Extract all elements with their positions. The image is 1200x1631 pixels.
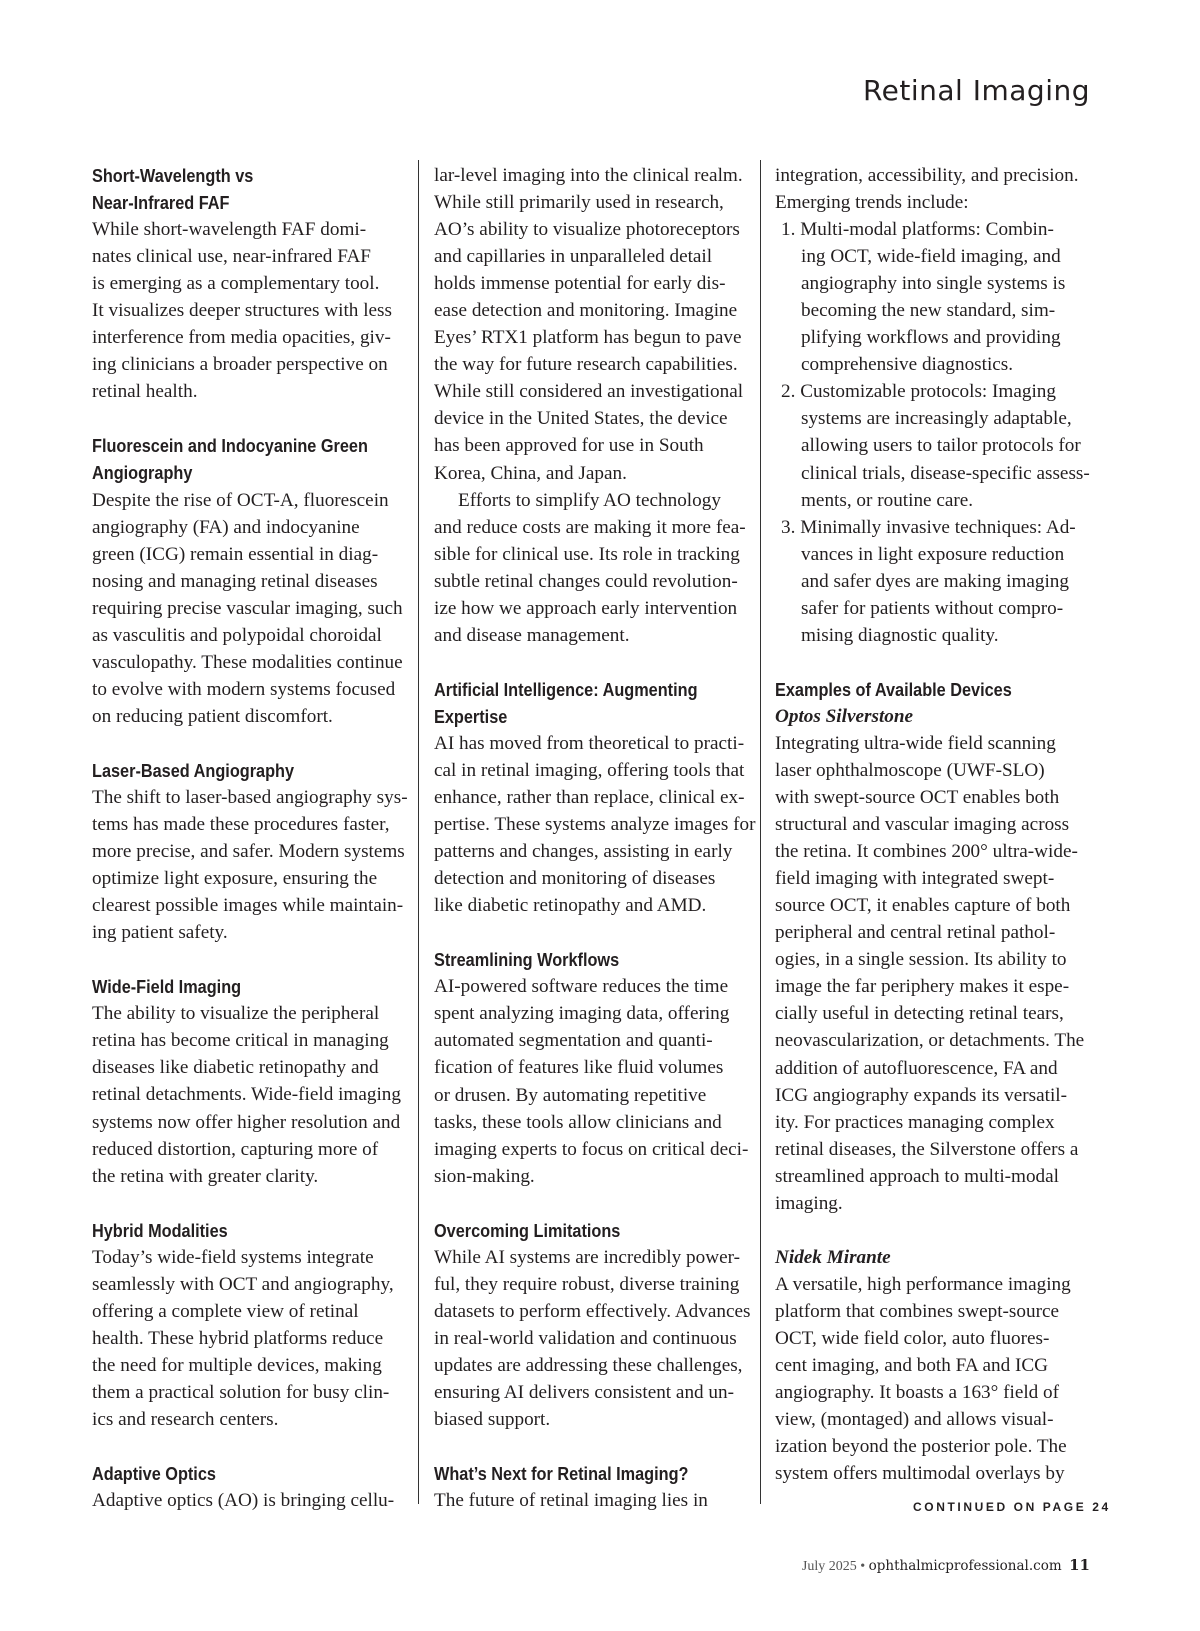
body-line: nosing and managing retinal diseases (92, 570, 378, 592)
section-ai (434, 676, 756, 919)
heading: Overcoming Limitations (434, 1219, 621, 1241)
body-line: ing clinicians a broader perspective on (92, 354, 388, 376)
continued-notice: CONTINUED ON PAGE 24 (913, 1500, 1111, 1514)
body-line: green (ICG) remain essential in diag- (92, 543, 379, 565)
device-name: Optos Silverstone (775, 705, 914, 727)
body-line: pertise. These systems analyze images for (434, 814, 756, 836)
list-item (775, 378, 1095, 513)
body-line: interference from media opacities, giv- (92, 327, 391, 349)
body-line: cially useful in detecting retinal tears, (775, 1003, 1064, 1025)
body-line: subtle retinal changes could revolution- (434, 570, 738, 592)
body-line: fication of features like fluid volumes (434, 1057, 724, 1079)
list-line: systems are increasingly adaptable, (801, 408, 1072, 430)
body-line: peripheral and central retinal pathol- (775, 922, 1056, 944)
body-line: system offers multimodal overlays by (775, 1463, 1065, 1485)
section-devices (775, 676, 1095, 1217)
body-line: detection and monitoring of diseases (434, 868, 716, 890)
list-line: mising diagnostic quality. (801, 624, 999, 646)
body-line: view, (montaged) and allows visual- (775, 1409, 1054, 1431)
footer-separator: • (860, 1559, 866, 1574)
heading: Artificial Intelligence: Augmenting (434, 678, 698, 700)
page-number: 11 (1069, 1556, 1090, 1574)
body-line: The ability to visualize the peripheral (92, 1003, 380, 1025)
heading: Wide-Field Imaging (92, 976, 242, 998)
body-line: or drusen. By automating repetitive (434, 1084, 707, 1106)
body-line: imaging. (775, 1192, 843, 1214)
body-line: retina has become critical in managing (92, 1030, 389, 1052)
heading: Expertise (434, 705, 508, 727)
body-line: datasets to perform effectively. Advances (434, 1300, 751, 1322)
body-line: health. These hybrid platforms reduce (92, 1327, 384, 1349)
heading: Hybrid Modalities (92, 1219, 228, 1241)
website[interactable]: ophthalmicprofessional.com (868, 1558, 1062, 1574)
section-limitations (434, 1217, 751, 1433)
device-name: Nidek Mirante (775, 1246, 891, 1268)
body-line: streamlined approach to multi-modal (775, 1165, 1059, 1187)
body-line: cal in retinal imaging, offering tools that (434, 759, 745, 781)
body-line: Despite the rise of OCT-A, fluorescein (92, 489, 389, 511)
body-line: the retina. It combines 200° ultra-wide- (775, 841, 1078, 863)
body-line: ICG angiography expands its versatil- (775, 1084, 1068, 1106)
body-line: OCT, wide field color, auto fluores- (775, 1327, 1050, 1349)
body-line: offering a complete view of retinal (92, 1300, 359, 1322)
body-line: automated segmentation and quanti- (434, 1030, 713, 1052)
section-whats-next-cont (775, 162, 1095, 649)
body-line: ease detection and monitoring. Imagine (434, 300, 738, 322)
section-whats-next (434, 1460, 744, 1514)
body-line: source OCT, it enables capture of both (775, 895, 1071, 917)
heading: Examples of Available Devices (775, 678, 1012, 700)
body-line: ics and research centers. (92, 1408, 279, 1430)
list-text: Customizable protocols: Imaging (800, 381, 1056, 403)
body-line: in real-world validation and continuous (434, 1327, 737, 1349)
list-number: 2. (781, 381, 796, 403)
list-line: comprehensive diagnostics. (801, 354, 1014, 376)
body-line: neovascularization, or detachments. The (775, 1030, 1085, 1052)
body-line: Integrating ultra-wide field scanning (775, 732, 1056, 754)
body-line: Eyes’ RTX1 platform has begun to pave (434, 327, 742, 349)
section-wide-field (92, 973, 402, 1189)
body-line: platform that combines swept-source (775, 1300, 1059, 1322)
body-line: AO’s ability to visualize photoreceptors (434, 219, 740, 241)
list-line: angiography into single systems is (801, 273, 1066, 295)
list-line: safer for patients without compro- (801, 597, 1064, 619)
body-line: sible for clinical use. Its role in tracking (434, 543, 740, 565)
body-line: While AI systems are incredibly power- (434, 1246, 740, 1268)
body-line: vasculopathy. These modalities continue (92, 651, 403, 673)
column-divider (760, 160, 761, 1504)
list-line (775, 378, 1095, 405)
column-divider (418, 160, 419, 1504)
list-item (775, 514, 1095, 649)
body-line: The shift to laser-based angiography sys- (92, 786, 408, 808)
body-line: AI has moved from theoretical to practi- (434, 732, 745, 754)
article-column-3 (775, 162, 1095, 1487)
body-line: is emerging as a complementary tool. (92, 273, 380, 295)
body-line: and reduce costs are making it more fea- (434, 516, 746, 538)
body-line: integration, accessibility, and precision. (775, 165, 1079, 186)
section-short-wavelength-faf (92, 162, 402, 405)
body-line: with swept-source OCT enables both (775, 787, 1060, 809)
list-line (775, 514, 1095, 541)
body-line: Adaptive optics (AO) is bringing cellu- (92, 1490, 395, 1512)
issue-date: July 2025 (801, 1559, 857, 1574)
body-line: ity. For practices managing complex (775, 1111, 1055, 1133)
body-line: reduced distortion, capturing more of (92, 1138, 379, 1160)
body-line: diseases like diabetic retinopathy and (92, 1057, 379, 1079)
body-line: biased support. (434, 1409, 551, 1431)
body-line: to evolve with modern systems focused (92, 678, 396, 700)
body-line: The future of retinal imaging lies in (434, 1490, 708, 1512)
trend-list (775, 216, 1095, 649)
body-line: image the far periphery makes it espe- (775, 976, 1070, 998)
body-line: enhance, rather than replace, clinical ex- (434, 787, 745, 809)
body-line: angiography (FA) and indocyanine (92, 516, 360, 538)
body-line: ing patient safety. (92, 922, 228, 944)
list-line: allowing users to tailor protocols for (801, 435, 1081, 457)
list-line: ments, or routine care. (801, 489, 974, 511)
body-line: requiring precise vascular imaging, such (92, 597, 403, 619)
body-line: While short-wavelength FAF domi- (92, 219, 367, 241)
body-line: tasks, these tools allow clinicians and (434, 1111, 722, 1133)
list-line: and safer dyes are making imaging (801, 570, 1069, 592)
section-adaptive-optics-cont (434, 162, 744, 649)
body-line: field imaging with integrated swept- (775, 868, 1055, 890)
section-title: Retinal Imaging (862, 74, 1090, 107)
body-line: While still considered an investigational (434, 381, 744, 403)
body-line: more precise, and safer. Modern systems (92, 841, 405, 863)
body-line: cent imaging, and both FA and ICG (775, 1354, 1049, 1376)
article-column-2 (434, 162, 756, 1514)
list-number: 3. (781, 516, 796, 538)
body-line: ful, they require robust, diverse training (434, 1273, 740, 1295)
body-line: retinal health. (92, 381, 198, 403)
body-line: A versatile, high performance imaging (775, 1273, 1071, 1295)
heading: Near-Infrared FAF (92, 192, 230, 214)
body-line: sion-making. (434, 1165, 535, 1187)
body-line: and capillaries in unparalleled detail (434, 246, 713, 268)
body-line: nates clinical use, near-infrared FAF (92, 246, 371, 268)
list-line: plifying workflows and providing (801, 327, 1061, 349)
body-line: laser ophthalmoscope (UWF-SLO) (775, 759, 1045, 781)
body-line: addition of autofluorescence, FA and (775, 1057, 1058, 1079)
section-hybrid-modalities (92, 1217, 402, 1433)
body-line: tems has made these procedures faster, (92, 814, 390, 836)
heading: What’s Next for Retinal Imaging? (434, 1463, 689, 1485)
section-laser-angiography (92, 757, 408, 946)
heading: Adaptive Optics (92, 1463, 216, 1485)
body-line: Emerging trends include: (775, 192, 969, 214)
body-line: AI-powered software reduces the time (434, 976, 729, 998)
body-line: ize how we approach early intervention (434, 597, 738, 619)
body-line: has been approved for use in South (434, 435, 704, 457)
article-column-1 (92, 162, 408, 1514)
body-line: Korea, China, and Japan. (434, 462, 627, 484)
body-line: as vasculitis and polypoidal choroidal (92, 624, 382, 646)
body-line: ization beyond the posterior pole. The (775, 1436, 1067, 1458)
body-line: the way for future research capabilities. (434, 354, 738, 376)
body-line: ensuring AI delivers consistent and un- (434, 1381, 735, 1403)
body-line: ogies, in a single session. Its ability to (775, 949, 1067, 971)
body-line: updates are addressing these challenges, (434, 1354, 743, 1376)
body-line: Today’s wide-field systems integrate (92, 1246, 374, 1268)
body-line: imaging experts to focus on critical deci- (434, 1138, 749, 1160)
list-line (775, 216, 1095, 243)
body-line: spent analyzing imaging data, offering (434, 1003, 730, 1025)
body-line: and disease management. (434, 624, 630, 646)
body-line: lar-level imaging into the clinical realm. (434, 165, 743, 186)
list-item (775, 216, 1095, 378)
body-line: systems now offer higher resolution and (92, 1111, 401, 1133)
body-line: seamlessly with OCT and angiography, (92, 1273, 394, 1295)
body-line: the need for multiple devices, making (92, 1354, 382, 1376)
list-text: Minimally invasive techniques: Ad- (800, 516, 1076, 538)
heading: Short-Wavelength vs (92, 165, 254, 186)
page-footer (802, 1556, 1090, 1575)
body-line: the retina with greater clarity. (92, 1165, 319, 1187)
body-line: structural and vascular imaging across (775, 814, 1070, 836)
list-number: 1. (781, 219, 796, 241)
section-nidek (775, 1244, 1095, 1487)
heading: Laser-Based Angiography (92, 759, 295, 781)
body-line: Efforts to simplify AO technology (458, 489, 721, 511)
body-line: device in the United States, the device (434, 408, 728, 430)
body-line: While still primarily used in research, (434, 192, 724, 214)
list-line: clinical trials, disease-specific assess- (801, 462, 1090, 484)
body-line: them a practical solution for busy clin- (92, 1381, 390, 1403)
list-line: ing OCT, wide-field imaging, and (801, 246, 1061, 268)
body-line: patterns and changes, assisting in early (434, 841, 733, 863)
body-line: on reducing patient discomfort. (92, 705, 333, 727)
body-line: clearest possible images while maintain- (92, 895, 404, 917)
body-line: like diabetic retinopathy and AMD. (434, 895, 707, 917)
heading: Fluorescein and Indocyanine Green (92, 435, 368, 457)
body-line: holds immense potential for early dis- (434, 273, 726, 295)
heading: Streamlining Workflows (434, 949, 620, 971)
body-line: retinal detachments. Wide-field imaging (92, 1084, 401, 1106)
section-streamlining (434, 946, 749, 1189)
heading: Angiography (92, 462, 193, 484)
list-line: becoming the new standard, sim- (801, 300, 1056, 322)
body-line: optimize light exposure, ensuring the (92, 868, 378, 890)
list-text: Multi-modal platforms: Combin- (800, 219, 1054, 241)
body-line: angiography. It boasts a 163° field of (775, 1382, 1060, 1404)
body-line: retinal diseases, the Silverstone offers a (775, 1138, 1079, 1160)
body-line: It visualizes deeper structures with less (92, 300, 392, 322)
section-adaptive-optics (92, 1460, 402, 1514)
list-line: vances in light exposure reduction (801, 543, 1065, 565)
section-angiography (92, 432, 402, 730)
